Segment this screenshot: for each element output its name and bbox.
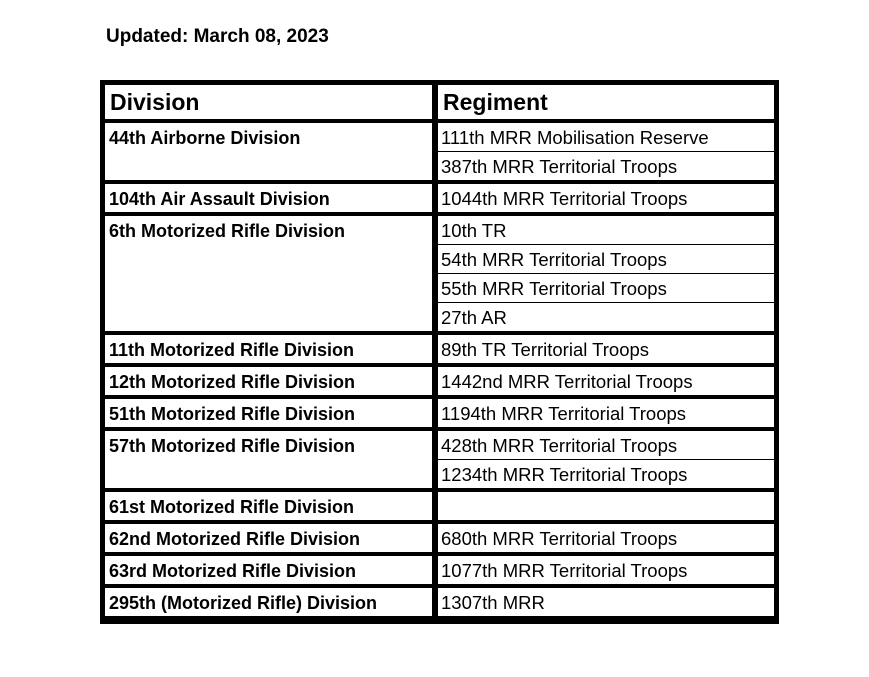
division-cell: 51th Motorized Rifle Division [105,399,432,427]
regiment-cell: 1442nd MRR Territorial Troops [438,367,774,395]
regiment-cell: 1194th MRR Territorial Troops [438,399,774,427]
regiment-cell [438,492,774,520]
division-cell: 63rd Motorized Rifle Division [105,556,432,584]
regiment-cell: 111th MRR Mobilisation Reserve [438,123,774,151]
regiment-cell: 387th MRR Territorial Troops [438,152,774,180]
header-regiment: Regiment [438,85,774,119]
division-cell: 12th Motorized Rifle Division [105,367,432,395]
regiment-cell: 55th MRR Territorial Troops [438,274,774,302]
division-cell: 57th Motorized Rifle Division [105,431,432,488]
regiment-cell: 680th MRR Territorial Troops [438,524,774,552]
regiment-cell: 89th TR Territorial Troops [438,335,774,363]
regiment-cell: 10th TR [438,216,774,244]
regiment-cell: 1234th MRR Territorial Troops [438,460,774,488]
division-cell: 44th Airborne Division [105,123,432,180]
division-cell: 62nd Motorized Rifle Division [105,524,432,552]
regiment-cell: 1044th MRR Territorial Troops [438,184,774,212]
regiment-cell: 27th AR [438,303,774,331]
regiment-cell: 1307th MRR [438,588,774,616]
division-cell: 104th Air Assault Division [105,184,432,212]
regiment-cell: 54th MRR Territorial Troops [438,245,774,273]
regiment-cell: 428th MRR Territorial Troops [438,431,774,459]
updated-date: Updated: March 08, 2023 [106,26,329,47]
regiment-cell: 1077th MRR Territorial Troops [438,556,774,584]
division-cell: 295th (Motorized Rifle) Division [105,588,432,616]
division-cell: 11th Motorized Rifle Division [105,335,432,363]
header-division: Division [105,85,432,119]
division-cell: 6th Motorized Rifle Division [105,216,432,331]
divisions-table [100,80,779,624]
division-cell: 61st Motorized Rifle Division [105,492,432,520]
